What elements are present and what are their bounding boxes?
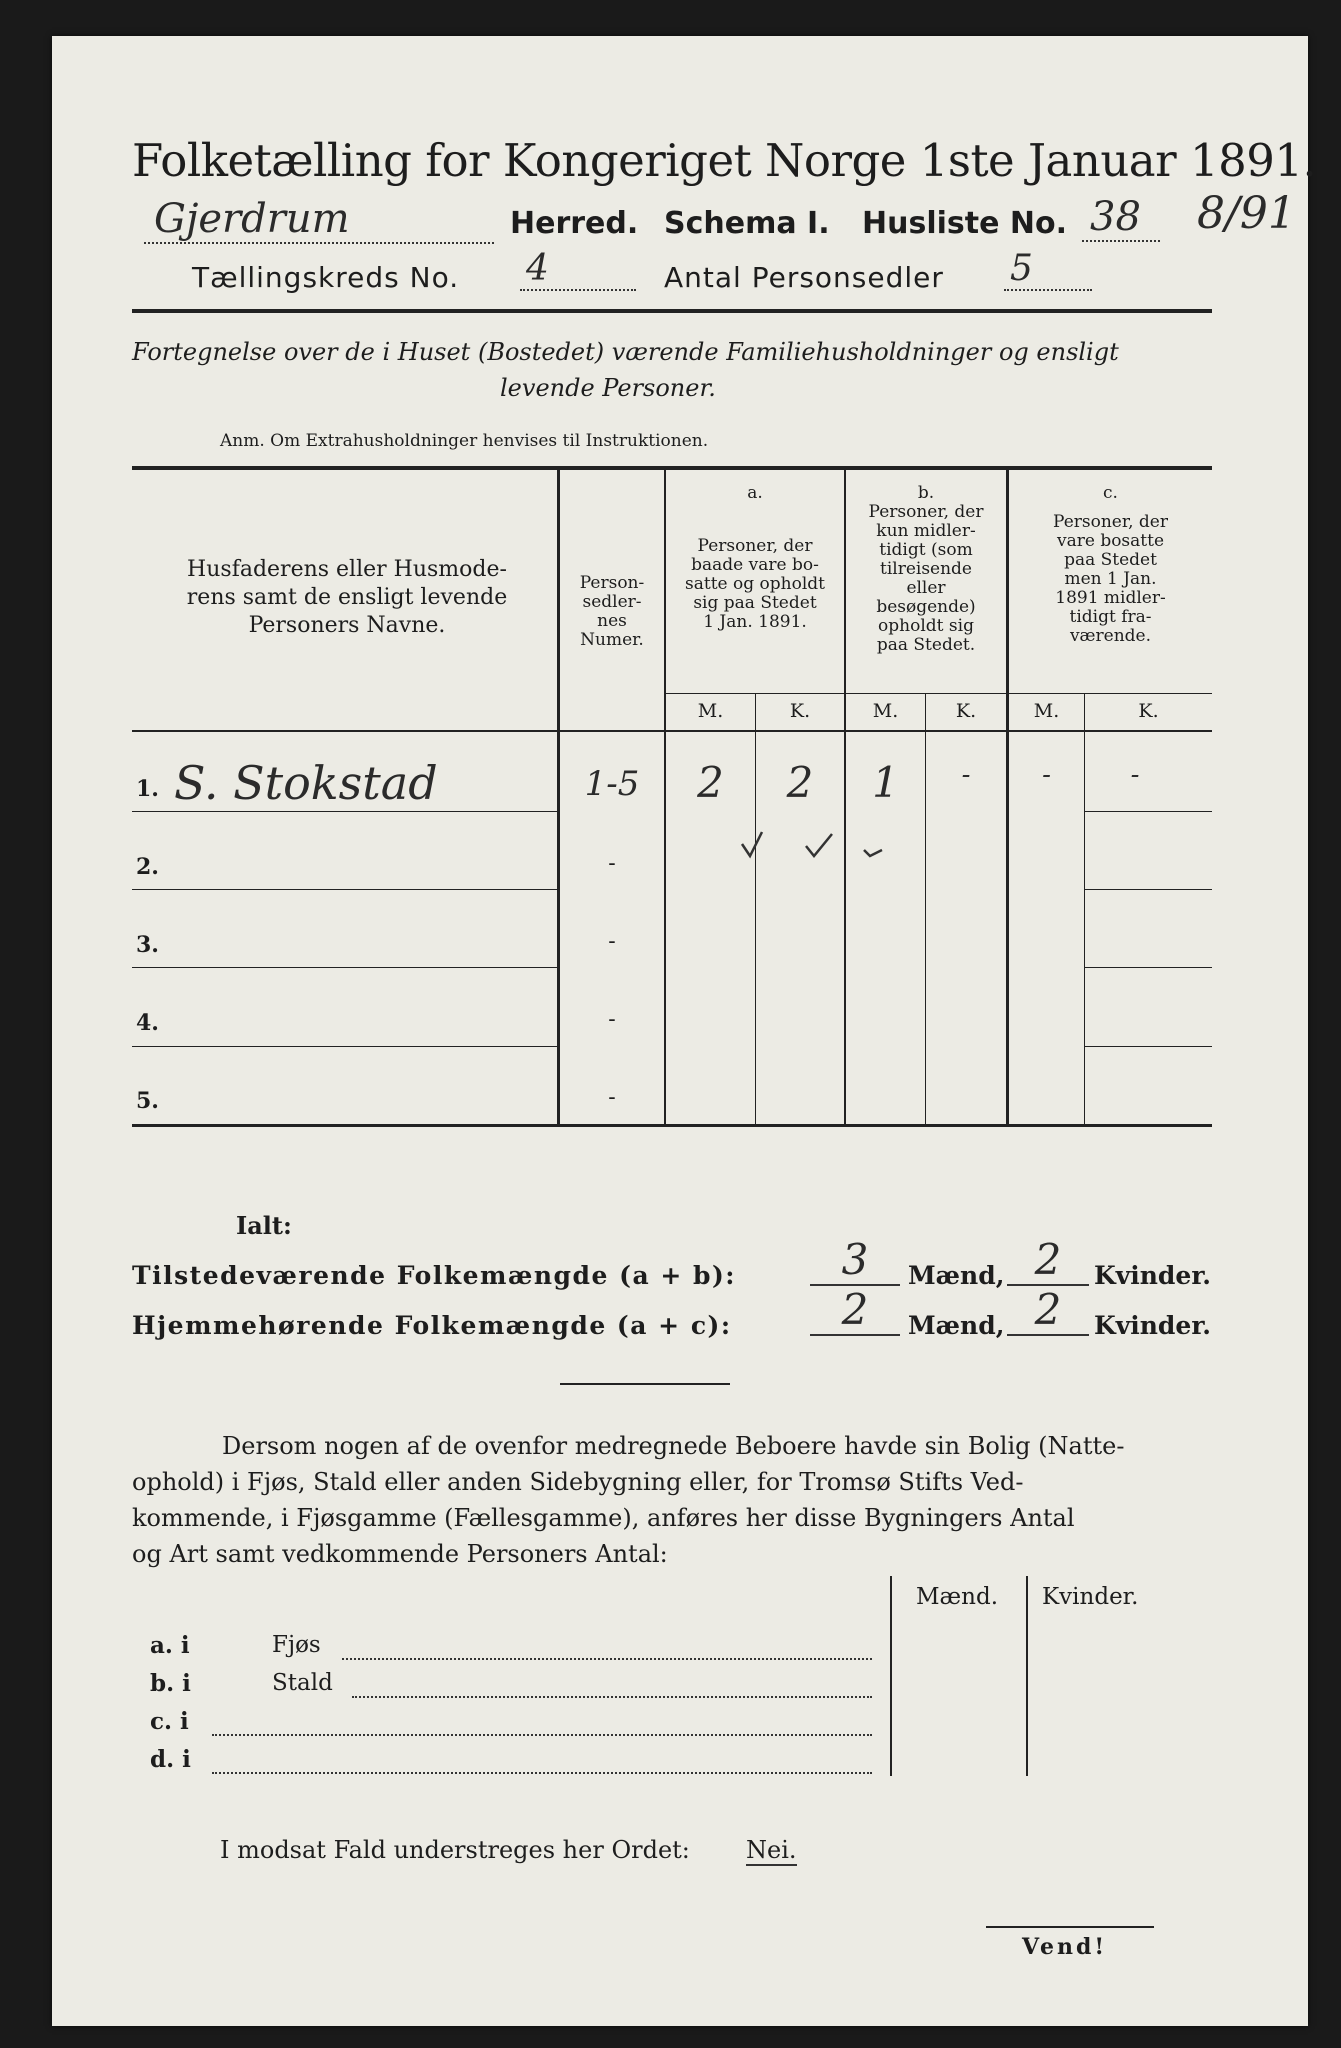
building-row-dots <box>212 1754 872 1774</box>
sedler-number: 1-5 <box>584 764 640 804</box>
col-name-header-line: Husfaderens eller Husmode- <box>187 557 507 582</box>
col-c-header-line: paa Stedet <box>1064 550 1157 570</box>
margin-note: 8/91 <box>1197 188 1296 239</box>
row-rule <box>132 967 558 968</box>
husliste-number: 38 <box>1082 194 1160 242</box>
table-col-divider <box>1084 694 1085 1125</box>
kvinder-label: Kvinder. <box>1094 1311 1211 1340</box>
herred-value: Gjerdrum <box>144 196 494 244</box>
col-b-header-line: tilreisende <box>879 559 972 579</box>
antal-number: 5 <box>1004 248 1092 291</box>
table-top-rule <box>132 466 1212 470</box>
hjemme-kvinder-value: 2 <box>1007 1286 1089 1336</box>
row-rule <box>132 1046 558 1047</box>
col-sedler-header-line: Numer. <box>580 630 644 650</box>
col-b-header-line: besøgende) <box>876 597 976 617</box>
count-b-m: 1 <box>872 758 899 807</box>
col-b-header-line: Personer, der <box>868 502 984 522</box>
antal-label: Antal Personsedler <box>664 261 944 294</box>
col-c-header-line: 1891 midler- <box>1055 588 1166 608</box>
row-rule <box>132 889 558 890</box>
col-c-header <box>1009 484 1212 646</box>
col-b-header-line: eller <box>906 578 946 598</box>
building-row-letter: a. i <box>150 1632 190 1659</box>
col-name-header-line: Personers Navne. <box>248 613 446 638</box>
row-rule <box>1084 1046 1212 1047</box>
col-b-header-line: kun midler- <box>876 521 976 541</box>
building-row-letter: d. i <box>150 1746 191 1773</box>
col-sedler-header-line: Person- <box>579 573 645 593</box>
count-a-k: 2 <box>786 758 814 807</box>
row-rule <box>132 811 558 812</box>
col-b-letter: b. <box>917 483 935 503</box>
building-row-letter: c. i <box>150 1708 189 1735</box>
col-sedler-header <box>560 574 664 650</box>
herred-label: Herred. <box>510 206 639 241</box>
maend-label: Mænd, <box>908 1311 1005 1340</box>
kvinder-label: Kvinder. <box>1094 1261 1211 1290</box>
col-name-header <box>142 556 552 640</box>
ialt-label: Ialt: <box>236 1211 292 1240</box>
row-number: 4. <box>136 1010 159 1036</box>
header-rule <box>132 309 1212 313</box>
mk-rule <box>664 693 1212 694</box>
buildings-paragraph-line: ophold) i Fjøs, Stald eller anden Sidebygning eller, for Tromsø Stifts Ved- <box>132 1468 1024 1496</box>
table-bottom-rule <box>132 1124 1212 1127</box>
row-rule <box>1084 889 1212 890</box>
col-b-m: M. <box>872 700 899 722</box>
tilstede-kvinder-value: 2 <box>1007 1236 1089 1286</box>
sedler-number: - <box>608 929 616 954</box>
col-b-header-line: paa Stedet. <box>876 635 976 655</box>
col-c-header-line: tidigt fra- <box>1069 607 1152 627</box>
col-c-header-line: men 1 Jan. <box>1064 569 1157 589</box>
hjemme-label: Hjemmehørende Folkemængde (a + c): <box>132 1311 732 1340</box>
col-c-k: K. <box>1138 700 1159 722</box>
row-number: 3. <box>136 932 159 958</box>
tilstede-maend-value: 3 <box>810 1236 900 1286</box>
row-number: 2. <box>136 854 159 880</box>
table-header-rule <box>132 730 1212 732</box>
row-number: 5. <box>136 1088 159 1114</box>
building-row-dots <box>352 1678 872 1698</box>
count-c-k: - <box>1130 760 1140 790</box>
table-col-divider <box>925 694 926 1125</box>
sedler-number: - <box>608 851 616 876</box>
household-name: S. Stokstad <box>174 756 438 810</box>
footer-rule <box>986 1926 1154 1928</box>
col-a-header-line: 1 Jan. 1891. <box>703 612 807 632</box>
vend-label: Vend! <box>1022 1934 1108 1960</box>
buildings-col-maend: Mænd. <box>916 1584 999 1610</box>
col-c-letter: c. <box>1103 483 1118 503</box>
col-b-k: K. <box>955 700 977 722</box>
col-sedler-header-line: sedler- <box>582 592 642 612</box>
intro-line1: Fortegnelse over de i Huset (Bostedet) værende Familiehusholdninger og ensligt <box>132 338 1119 366</box>
building-row-letter: b. i <box>150 1670 191 1697</box>
sedler-number: - <box>608 1007 616 1032</box>
buildings-paragraph <box>132 1428 1212 1572</box>
col-a-letter: a. <box>747 483 763 503</box>
col-a-header-line: sig paa Stedet <box>693 593 817 613</box>
nei-word: Nei. <box>746 1836 797 1864</box>
intro-line2: levende Personer. <box>500 374 716 402</box>
col-b-header <box>846 484 1006 655</box>
col-sedler-header-line: nes <box>597 611 627 631</box>
count-a-m: 2 <box>697 758 724 807</box>
row-number: 1. <box>136 776 159 802</box>
kreds-label: Tællingskreds No. <box>192 261 460 294</box>
col-a-header-line: Personer, der <box>697 536 813 556</box>
buildings-paragraph-line: og Art samt vedkommende Personers Antal: <box>132 1540 668 1568</box>
maend-label: Mænd, <box>908 1261 1005 1290</box>
buildings-col-divider <box>890 1576 892 1776</box>
section-divider <box>560 1383 730 1385</box>
modsat-text: I modsat Fald understreges her Ordet: <box>220 1836 690 1864</box>
husliste-label: Husliste No. <box>862 206 1067 241</box>
buildings-paragraph-line: kommende, i Fjøsgamme (Fællesgamme), anføres her disse Bygningers Antal <box>132 1504 1075 1532</box>
col-a-k: K. <box>789 700 811 722</box>
tilstede-label: Tilstedeværende Folkemængde (a + b): <box>132 1261 737 1290</box>
col-a-header-line: satte og opholdt <box>685 574 825 594</box>
sedler-number: - <box>608 1085 616 1110</box>
building-row-label: Fjøs <box>272 1632 321 1658</box>
col-a-header-line: baade vare bo- <box>691 555 819 575</box>
buildings-col-divider <box>1026 1576 1028 1776</box>
check-mark-icon <box>732 826 892 866</box>
buildings-paragraph-line: Dersom nogen af de ovenfor medregnede Beboere havde sin Bolig (Natte- <box>222 1432 1125 1460</box>
census-form-sheet <box>52 36 1317 2026</box>
building-row-label: Stald <box>272 1670 333 1696</box>
col-a-header <box>666 484 844 632</box>
col-c-header-line: Personer, der <box>1053 512 1168 532</box>
col-a-m: M. <box>697 700 724 722</box>
col-b-header-line: opholdt sig <box>878 616 974 636</box>
count-b-k: - <box>961 760 971 790</box>
col-c-m: M. <box>1033 700 1060 722</box>
col-b-header-line: tidigt (som <box>879 540 973 560</box>
row-rule <box>1084 967 1212 968</box>
building-row-dots <box>212 1716 872 1736</box>
col-name-header-line: rens samt de ensligt levende <box>186 585 508 610</box>
anm-note: Anm. Om Extrahusholdninger henvises til Instruktionen. <box>220 431 709 451</box>
kreds-number: 4 <box>520 248 636 291</box>
schema-label: Schema I. <box>664 206 830 241</box>
col-c-header-line: værende. <box>1069 626 1152 646</box>
count-c-m: - <box>1042 760 1051 790</box>
form-title: Folketælling for Kongeriget Norge 1ste Januar 1891. <box>132 134 1317 187</box>
hjemme-maend-value: 2 <box>810 1286 900 1336</box>
row-rule <box>1084 811 1212 812</box>
col-c-header-line: vare bosatte <box>1056 531 1165 551</box>
buildings-col-kvinder: Kvinder. <box>1042 1584 1139 1610</box>
building-row-dots <box>342 1640 872 1660</box>
